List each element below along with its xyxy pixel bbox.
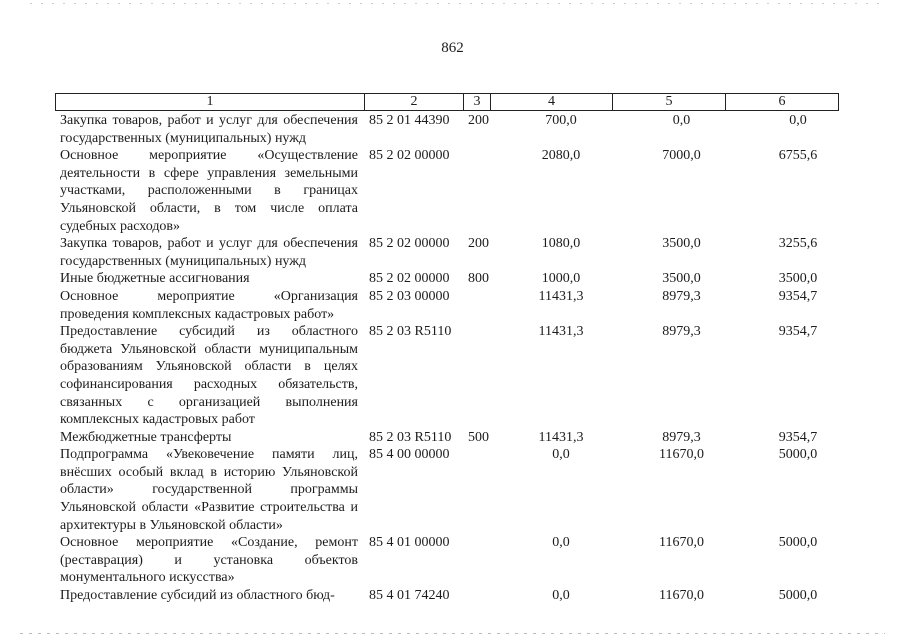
- column-header-2: 2: [365, 94, 464, 110]
- row-value-2: 11670,0: [659, 535, 704, 551]
- row-value-3: 5000,0: [778, 588, 818, 604]
- table-body: [60, 112, 850, 605]
- row-code: 85 2 02 00000: [369, 271, 450, 287]
- row-name: Закупка товаров, работ и услуг для обеспечения государственных (муниципальных) нужд: [60, 113, 358, 146]
- page-number: 862: [441, 40, 464, 56]
- row-name: Основное мероприятие «Осуществление деятельности в сфере управления земельными участками, расположенными в границах Ульяновской области, в том числе оплата судебных расходов»: [60, 148, 358, 234]
- row-vr: 200: [468, 113, 489, 128]
- table-header: [55, 93, 839, 111]
- row-value-2: 7000,0: [662, 148, 701, 164]
- row-code: 85 2 03 R5110: [369, 324, 452, 340]
- row-value-2: 8979,3: [662, 324, 701, 340]
- row-code: 85 4 01 00000: [369, 535, 450, 551]
- row-name: Межбюджетные трансферты: [60, 429, 232, 445]
- row-code: 85 2 03 00000: [369, 288, 450, 304]
- scan-edge-bottom: [20, 633, 885, 634]
- row-value-2: 3500,0: [662, 271, 701, 287]
- row-name: Подпрограмма «Увековечение памяти лиц, внёсших особый вклад в историю Ульяновской области» государственной программы Ульяновской области «Развитие строительства и архитектуры в Ульяновской области»: [60, 447, 358, 533]
- row-value-3: 0,0: [789, 113, 807, 128]
- row-value-2: 8979,3: [662, 288, 701, 304]
- row-value-3: 3500,0: [778, 271, 818, 287]
- row-name: Иные бюджетные ассигнования: [60, 271, 250, 287]
- row-value-1: 1000,0: [541, 271, 581, 287]
- row-value-1: 2080,0: [541, 148, 581, 164]
- table-row: [60, 235, 850, 270]
- row-value-3: 5000,0: [778, 447, 818, 463]
- row-value-1: 1080,0: [541, 236, 581, 252]
- row-value-1: 0,0: [552, 447, 570, 463]
- table-row: [60, 534, 850, 587]
- row-value-3: 6755,6: [778, 148, 818, 164]
- table-row: [60, 587, 850, 605]
- column-header-1: 1: [56, 94, 365, 110]
- row-code: 85 2 01 44390: [369, 113, 450, 128]
- row-value-2: 3500,0: [662, 236, 701, 252]
- row-value-3: 9354,7: [778, 429, 818, 445]
- row-value-1: 0,0: [552, 588, 570, 604]
- table-row: [60, 323, 850, 429]
- row-value-2: 8979,3: [662, 429, 701, 445]
- column-header-6: 6: [778, 94, 786, 109]
- row-value-3: 3255,6: [778, 236, 818, 252]
- row-code: 85 2 03 R5110: [369, 429, 452, 445]
- column-header-5: 5: [613, 94, 726, 110]
- row-code: 85 2 02 00000: [369, 148, 450, 164]
- row-value-3: 9354,7: [778, 324, 818, 340]
- row-value-3: 5000,0: [778, 535, 818, 551]
- row-name: Закупка товаров, работ и услуг для обеспечения государственных (муниципальных) нужд: [60, 236, 358, 269]
- row-vr: 200: [468, 236, 489, 252]
- row-value-1: 11431,3: [538, 429, 584, 445]
- table-row: [60, 112, 850, 147]
- row-value-2: 0,0: [672, 113, 691, 128]
- row-value-2: 11670,0: [659, 447, 704, 463]
- row-value-2: 11670,0: [659, 588, 704, 604]
- row-code: 85 2 02 00000: [369, 236, 450, 252]
- row-value-1: 0,0: [552, 535, 570, 551]
- table-row: [60, 446, 850, 534]
- column-header-4: 4: [491, 94, 613, 110]
- row-name: Основное мероприятие «Создание, ремонт (реставрация) и установка объектов монументального искусства»: [60, 535, 358, 586]
- table-row: [60, 147, 850, 235]
- row-value-3: 9354,7: [778, 288, 818, 304]
- table-row: [60, 429, 850, 447]
- row-code: 85 4 00 00000: [369, 447, 450, 463]
- row-name: Основное мероприятие «Организация проведения комплексных кадастровых работ»: [60, 288, 358, 322]
- row-value-1: 11431,3: [538, 324, 584, 340]
- column-header-3: 3: [464, 94, 491, 110]
- row-name: Предоставление субсидий из областного бюджета Ульяновской области муниципальным образованиям Ульяновской области в целях софинансирования расходных обязательств, связанных с организацией выполнения комплексных кадастровых работ: [60, 324, 358, 428]
- row-vr: 800: [468, 271, 489, 287]
- table-row: [60, 270, 850, 288]
- table-row: [60, 288, 850, 323]
- row-value-1: 11431,3: [538, 288, 584, 304]
- row-value-1: 700,0: [545, 113, 577, 128]
- scan-edge-top: [30, 3, 880, 4]
- row-vr: 500: [468, 429, 489, 445]
- row-name: Предоставление субсидий из областного бюд-: [60, 588, 335, 604]
- row-code: 85 4 01 74240: [369, 588, 450, 604]
